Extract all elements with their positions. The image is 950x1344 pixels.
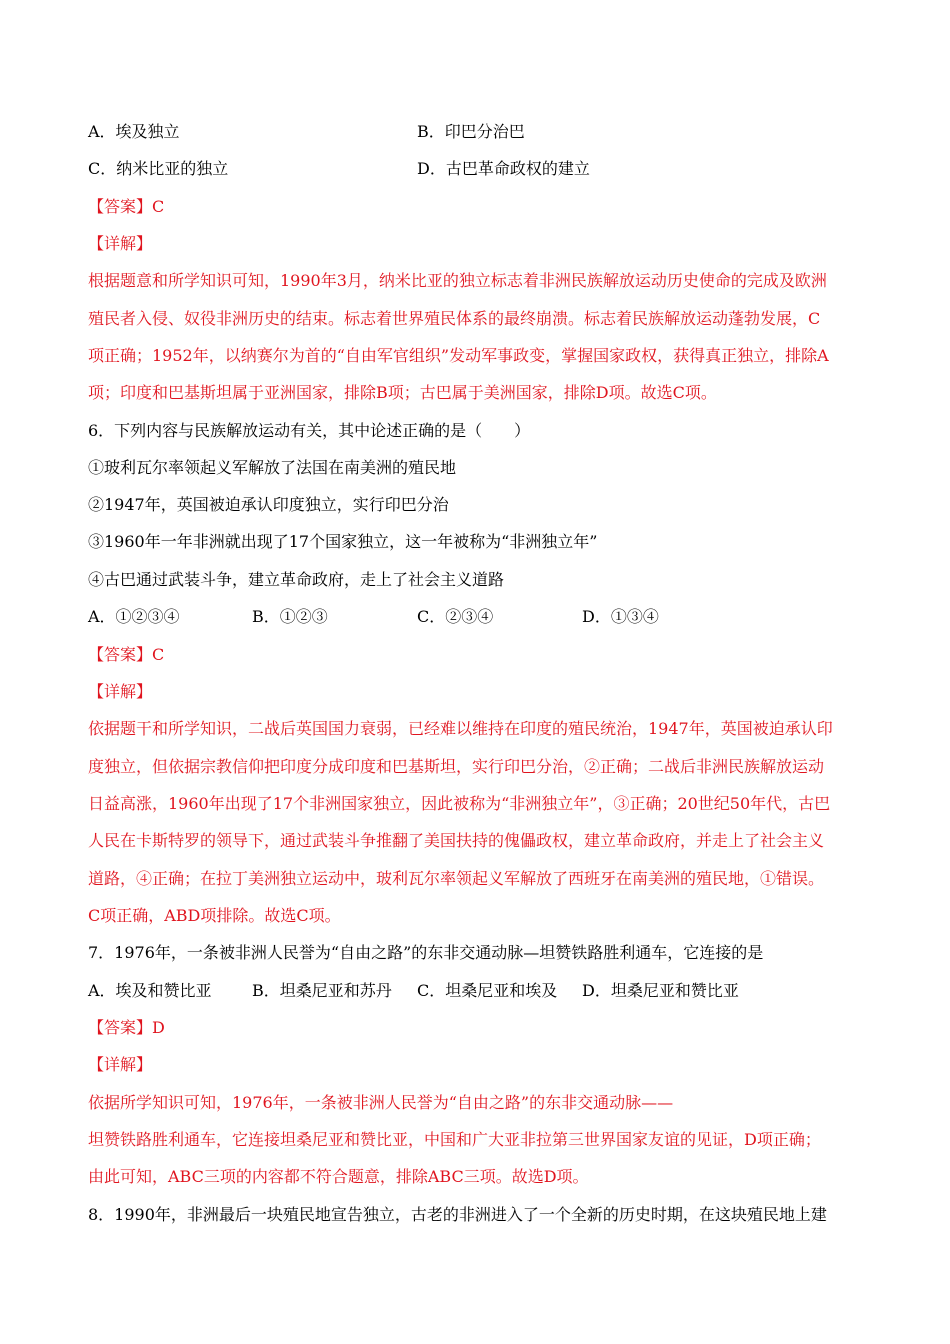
q6-item: ①玻利瓦尔率领起义军解放了法国在南美洲的殖民地 xyxy=(88,458,457,477)
q7-answer: 【答案】D xyxy=(88,1018,165,1037)
q5-answer: 【答案】C xyxy=(88,197,165,216)
q7-option-d: D．坦桑尼亚和赞比亚 xyxy=(582,981,739,1000)
q7-explanation-line: 由此可知，ABC三项的内容都不符合题意，排除ABC三项。故选D项。 xyxy=(88,1167,589,1186)
q6-option-d: D．①③④ xyxy=(582,607,659,626)
q5-option-c: C．纳米比亚的独立 xyxy=(88,159,229,178)
q5-explanation-line: 根据题意和所学知识可知，1990年3月，纳米比亚的独立标志着非洲民族解放运动历史使命的完成及欧洲 xyxy=(88,271,827,290)
q6-item: ④古巴通过武装斗争，建立革命政府，走上了社会主义道路 xyxy=(88,570,505,589)
q6-stem: 6．下列内容与民族解放运动有关，其中论述正确的是（ ） xyxy=(88,421,531,440)
q6-item: ③1960年一年非洲就出现了17个国家独立，这一年被称为“非洲独立年” xyxy=(88,532,598,551)
q5-explanation-line: 殖民者入侵、奴役非洲历史的结束。标志着世界殖民体系的最终崩溃。标志着民族解放运动蓬勃发展，C xyxy=(88,309,821,328)
q8-stem: 8．1990年，非洲最后一块殖民地宣告独立，古老的非洲进入了一个全新的历史时期，在这块殖民地上建 xyxy=(88,1205,827,1224)
q6-detail-label: 【详解】 xyxy=(88,682,153,701)
q5-option-b: B．印巴分治巴 xyxy=(417,122,525,141)
q7-option-b: B．坦桑尼亚和苏丹 xyxy=(252,981,392,1000)
q6-option-b: B．①②③ xyxy=(252,607,328,626)
q6-answer: 【答案】C xyxy=(88,645,165,664)
q6-explanation-line: 道路，④正确；在拉丁美洲独立运动中，玻利瓦尔率领起义军解放了西班牙在南美洲的殖民地，①错误。 xyxy=(88,869,825,888)
q7-stem: 7．1976年，一条被非洲人民誉为“自由之路”的东非交通动脉—坦赞铁路胜利通车，它连接的是 xyxy=(88,943,764,962)
q6-explanation-line: 人民在卡斯特罗的领导下，通过武装斗争推翻了美国扶持的傀儡政权，建立革命政府，并走上了社会主义 xyxy=(88,831,825,850)
q7-explanation-line: 坦赞铁路胜利通车，它连接坦桑尼亚和赞比亚，中国和广大亚非拉第三世界国家友谊的见证，D项正确； xyxy=(88,1130,821,1149)
q7-explanation-line: 依据所学知识可知，1976年，一条被非洲人民誉为“自由之路”的东非交通动脉—— xyxy=(88,1093,674,1112)
q5-option-a: A．埃及独立 xyxy=(88,122,180,141)
q7-detail-label: 【详解】 xyxy=(88,1055,153,1074)
q7-option-c: C．坦桑尼亚和埃及 xyxy=(417,981,558,1000)
q5-explanation-line: 项；印度和巴基斯坦属于亚洲国家，排除B项；古巴属于美洲国家，排除D项。故选C项。 xyxy=(88,383,717,402)
q7-option-a: A．埃及和赞比亚 xyxy=(88,981,212,1000)
q6-explanation-line: C项正确，ABD项排除。故选C项。 xyxy=(88,906,341,925)
q5-detail-label: 【详解】 xyxy=(88,234,153,253)
q6-explanation-line: 度独立，但依据宗教信仰把印度分成印度和巴基斯坦，实行印巴分治，②正确；二战后非洲民族解放运动 xyxy=(88,757,825,776)
q6-explanation-line: 日益高涨，1960年出现了17个非洲国家独立，因此被称为“非洲独立年”，③正确；20世纪50年代，古巴 xyxy=(88,794,831,813)
q6-option-a: A．①②③④ xyxy=(88,607,180,626)
q5-option-d: D．古巴革命政权的建立 xyxy=(417,159,590,178)
q6-item: ②1947年，英国被迫承认印度独立，实行印巴分治 xyxy=(88,495,449,514)
q6-explanation-line: 依据题干和所学知识，二战后英国国力衰弱，已经难以维持在印度的殖民统治，1947年，英国被迫承认印 xyxy=(88,719,833,738)
q5-explanation-line: 项正确；1952年，以纳赛尔为首的“自由军官组织”发动军事政变，掌握国家政权，获得真正独立，排除A xyxy=(88,346,829,365)
q6-option-c: C．②③④ xyxy=(417,607,494,626)
